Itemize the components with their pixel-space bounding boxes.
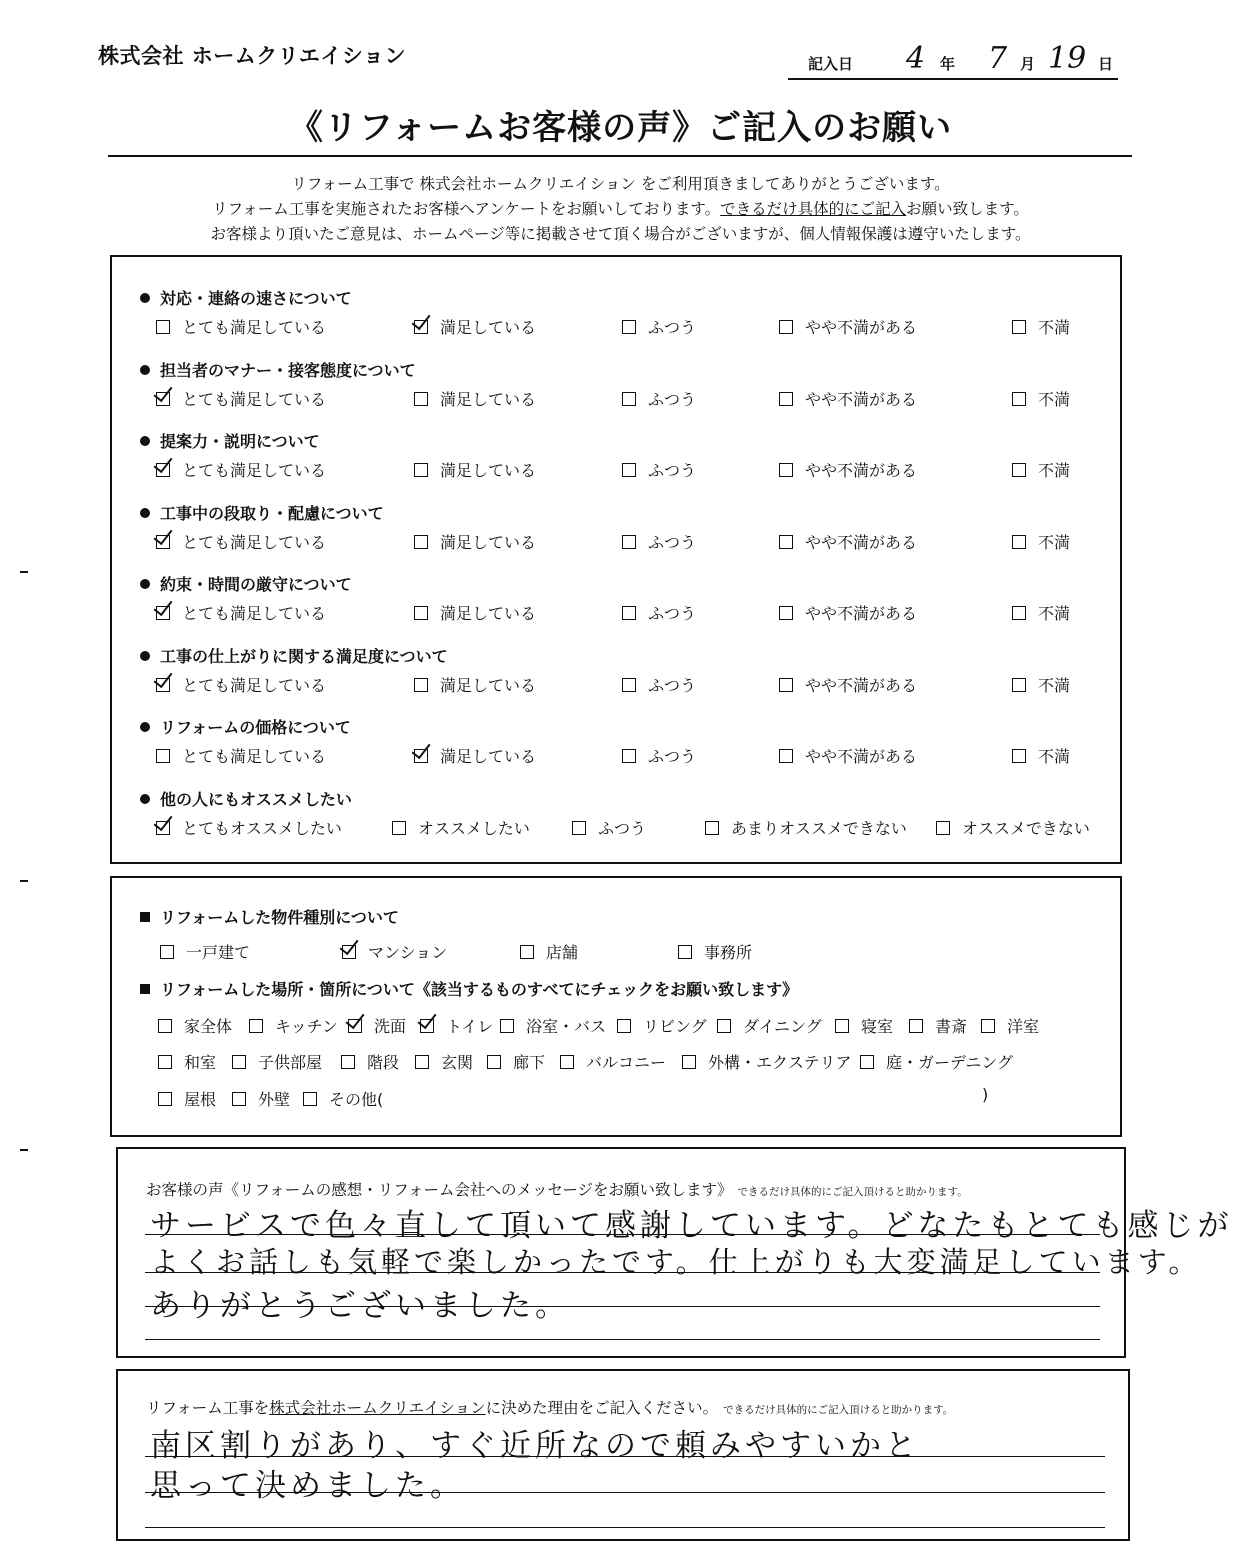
checkbox-icon[interactable] (909, 1019, 923, 1033)
survey-option[interactable] (414, 673, 536, 696)
checkbox-icon[interactable] (520, 945, 534, 959)
survey-option-label: 不満 (1038, 675, 1071, 695)
property-option-label: 事務所 (704, 943, 753, 962)
property-option-label: マンション (368, 943, 448, 962)
checkbox-icon[interactable] (414, 463, 428, 477)
checkbox-icon[interactable] (936, 821, 950, 835)
reason-label-text: リフォーム工事を (146, 1399, 270, 1417)
survey-option-label: やや不満がある (805, 747, 918, 766)
date-month: 7 (988, 41, 1008, 76)
survey-option[interactable] (1012, 458, 1070, 481)
checkbox-icon[interactable] (617, 1019, 631, 1033)
place-option-label: 玄関 (441, 1053, 474, 1072)
checked-checkbox-icon[interactable] (156, 606, 170, 620)
survey-option[interactable] (414, 315, 536, 338)
checkbox-icon[interactable] (622, 320, 636, 334)
checkbox-icon[interactable] (414, 606, 428, 620)
survey-option-label: 不満 (1038, 747, 1071, 766)
date-day: 19 (1048, 41, 1087, 76)
checkbox-icon[interactable] (156, 320, 170, 334)
checkbox-icon[interactable] (622, 606, 636, 620)
place-option-label: 洋室 (1007, 1017, 1040, 1036)
reason-handwriting-line-2: 思って決めました。 (150, 1468, 465, 1504)
survey-option-label: とても満足している (182, 532, 327, 552)
voice-handwriting-line-2: よくお話しも気軽で楽しかったです。仕上がりも大変満足しています。 (150, 1245, 1202, 1279)
survey-option-label: ふつう (648, 675, 697, 695)
place-option-label: 寝室 (861, 1017, 894, 1036)
checkbox-icon[interactable] (1012, 392, 1026, 406)
place-option[interactable] (420, 1014, 493, 1037)
place-option-label: ダイニング (743, 1017, 822, 1036)
survey-question-text: 工事の仕上がりに関する満足度について (160, 646, 448, 666)
survey-option-label: やや不満がある (805, 461, 918, 480)
survey-option[interactable] (1012, 673, 1070, 696)
survey-question (140, 501, 384, 524)
survey-option-label: とても満足している (182, 675, 327, 695)
survey-option-label: やや不満がある (805, 318, 918, 337)
checkbox-icon[interactable] (232, 1055, 246, 1069)
checked-checkbox-icon[interactable] (420, 1019, 434, 1033)
survey-option[interactable] (1012, 315, 1070, 338)
survey-option[interactable] (622, 530, 696, 553)
survey-option[interactable] (1012, 601, 1070, 624)
survey-option-label: ふつう (648, 747, 697, 766)
checked-checkbox-icon[interactable] (414, 749, 428, 763)
survey-option-label: とてもオススメしたい (182, 818, 342, 838)
property-option-label: 一戸建て (186, 943, 251, 962)
survey-option[interactable] (622, 387, 696, 410)
voice-handwriting-line-1: サービスで色々直して頂いて感謝しています。どなたもとても感じが (150, 1208, 1233, 1244)
date-year: 4 (906, 41, 926, 76)
survey-option[interactable] (414, 530, 536, 553)
checkbox-icon[interactable] (414, 678, 428, 692)
checkbox-icon[interactable] (158, 1092, 172, 1106)
survey-option[interactable] (779, 744, 917, 767)
writing-line (145, 1234, 1100, 1235)
survey-question (140, 286, 352, 309)
survey-question-text: 工事中の段取り・配慮について (160, 503, 384, 523)
checkbox-icon[interactable] (622, 463, 636, 477)
place-option[interactable] (860, 1050, 1013, 1073)
survey-question (140, 572, 352, 595)
checkbox-icon[interactable] (1012, 678, 1026, 692)
checkbox-icon[interactable] (622, 678, 636, 692)
survey-option[interactable] (414, 458, 536, 481)
property-question-text: リフォームした物件種別について (160, 908, 399, 927)
checkbox-icon[interactable] (779, 320, 793, 334)
intro-line-2 (0, 197, 1241, 219)
checked-checkbox-icon[interactable] (414, 320, 428, 334)
survey-option-label: 満足している (440, 747, 537, 766)
place-option[interactable] (617, 1014, 707, 1037)
checkbox-icon[interactable] (232, 1092, 246, 1106)
survey-option-label: とても満足している (182, 604, 327, 623)
intro-line-3: お客様より頂いたご意見は、ホームページ等に掲載させて頂く場合がございますが、個人情報保護は遵守いたします。 (210, 225, 1031, 243)
survey-option[interactable] (156, 458, 326, 481)
place-option-label: その他( (329, 1090, 384, 1109)
property-option[interactable] (342, 940, 447, 963)
survey-section (110, 255, 1122, 864)
place-option[interactable] (500, 1014, 606, 1037)
survey-option[interactable] (392, 816, 530, 839)
writing-line (145, 1339, 1100, 1340)
intro-line-2-text: リフォーム工事を実施されたお客様へアンケートをお願いしております。 (212, 200, 721, 218)
survey-question-text: リフォームの価格について (160, 718, 351, 737)
place-option[interactable] (232, 1087, 290, 1110)
checkbox-icon[interactable] (1012, 463, 1026, 477)
entry-date (788, 40, 1118, 80)
place-option[interactable] (303, 1087, 383, 1110)
survey-option-label: ふつう (598, 818, 647, 838)
survey-option[interactable] (414, 601, 536, 624)
checkbox-icon[interactable] (779, 606, 793, 620)
checkbox-icon[interactable] (779, 463, 793, 477)
page-title: 《リフォームお客様の声》ご記入のお願い (288, 108, 953, 148)
place-option-label: 和室 (184, 1053, 217, 1072)
place-option-label: キッチン (275, 1017, 338, 1036)
place-option[interactable] (682, 1050, 852, 1073)
place-option-label: 浴室・バス (526, 1017, 607, 1036)
survey-option[interactable] (414, 387, 536, 410)
other-close-paren: ) (982, 1085, 989, 1104)
survey-option-label: 不満 (1038, 461, 1071, 480)
date-label: 記入日 (808, 55, 854, 73)
reason-label-end: に決めた理由をご記入ください。 (485, 1399, 719, 1417)
survey-question (140, 715, 351, 738)
place-option[interactable] (981, 1014, 1039, 1037)
survey-question (140, 358, 416, 381)
survey-option[interactable] (1012, 744, 1070, 767)
survey-option-label: ふつう (648, 318, 697, 337)
company-name: 株式会社 ホームクリエイション (98, 44, 406, 68)
writing-line (145, 1527, 1105, 1528)
survey-option-label: 不満 (1038, 604, 1071, 623)
writing-line (145, 1456, 1105, 1457)
checkbox-icon[interactable] (779, 392, 793, 406)
place-option-label: 子供部屋 (258, 1053, 323, 1072)
survey-option-label: 満足している (440, 461, 537, 480)
checkbox-icon[interactable] (415, 1055, 429, 1069)
survey-option-label: ふつう (648, 389, 697, 409)
survey-option[interactable] (156, 816, 342, 839)
intro-line-2-emphasis: できるだけ具体的にご記入 (720, 200, 907, 218)
survey-option-label: 不満 (1038, 318, 1071, 337)
place-option-label: 外壁 (258, 1090, 291, 1109)
survey-option-label: 満足している (440, 318, 537, 337)
survey-option[interactable] (572, 816, 646, 839)
checked-checkbox-icon[interactable] (348, 1019, 362, 1033)
place-option-label: リビング (643, 1017, 707, 1036)
date-year-unit: 年 (940, 55, 956, 73)
survey-option-label: オススメしたい (418, 818, 530, 838)
voice-handwriting-line-3: ありがとうございました。 (150, 1288, 570, 1324)
date-day-unit: 日 (1098, 55, 1114, 73)
checkbox-icon[interactable] (158, 1019, 172, 1033)
square-bullet-icon (140, 984, 150, 994)
survey-option-label: 不満 (1038, 532, 1071, 552)
place-option-label: 廊下 (513, 1053, 546, 1072)
checkbox-icon[interactable] (622, 535, 636, 549)
checkbox-icon[interactable] (622, 749, 636, 763)
place-option[interactable] (487, 1050, 545, 1073)
survey-option[interactable] (156, 315, 326, 338)
checkbox-icon[interactable] (1012, 749, 1026, 763)
intro-line-1: リフォーム工事で 株式会社ホームクリエイション をご利用頂きましてありがとうございます。 (291, 175, 950, 193)
survey-option[interactable] (156, 387, 326, 410)
writing-line (145, 1306, 1100, 1307)
place-option[interactable] (341, 1050, 399, 1073)
checked-checkbox-icon[interactable] (156, 463, 170, 477)
place-option[interactable] (415, 1050, 473, 1073)
survey-question-text: 約束・時間の厳守について (160, 575, 352, 594)
voice-note: できるだけ具体的にご記入頂けると助かります。 (737, 1186, 968, 1198)
survey-question (140, 429, 320, 452)
checkbox-icon[interactable] (1012, 535, 1026, 549)
checkbox-icon[interactable] (156, 749, 170, 763)
place-option-label: 屋根 (184, 1090, 217, 1109)
writing-line (145, 1492, 1105, 1493)
checkbox-icon[interactable] (414, 392, 428, 406)
survey-option-label: 満足している (440, 532, 537, 552)
checkbox-icon[interactable] (981, 1019, 995, 1033)
property-option[interactable] (520, 940, 578, 963)
margin-tick (20, 880, 28, 882)
checkbox-icon[interactable] (414, 535, 428, 549)
place-option[interactable] (717, 1014, 822, 1037)
checkbox-icon[interactable] (705, 821, 719, 835)
survey-option[interactable] (705, 816, 907, 839)
place-option[interactable] (348, 1014, 406, 1037)
survey-option[interactable] (779, 673, 917, 696)
survey-option[interactable] (1012, 387, 1070, 410)
square-bullet-icon (140, 912, 150, 922)
reason-label-company: 株式会社ホームクリエイション (269, 1399, 486, 1417)
place-option[interactable] (560, 1050, 666, 1073)
bullet-icon (140, 436, 150, 446)
checkbox-icon[interactable] (779, 749, 793, 763)
checkbox-icon[interactable] (779, 535, 793, 549)
place-option-label: 階段 (367, 1053, 400, 1072)
checkbox-icon[interactable] (1012, 606, 1026, 620)
place-option[interactable] (249, 1014, 338, 1037)
survey-option[interactable] (936, 816, 1090, 839)
intro-line-2-end: お願い致します。 (906, 200, 1029, 218)
survey-option-label: 不満 (1038, 389, 1071, 409)
survey-option[interactable] (1012, 530, 1070, 553)
checked-checkbox-icon[interactable] (156, 678, 170, 692)
checked-checkbox-icon[interactable] (156, 821, 170, 835)
checkbox-icon[interactable] (622, 392, 636, 406)
checked-checkbox-icon[interactable] (156, 392, 170, 406)
property-option-label: 店舗 (546, 943, 579, 962)
voice-label-text: お客様の声《リフォームの感想・リフォーム会社へのメッセージをお願い致します》 (146, 1181, 733, 1199)
checkbox-icon[interactable] (835, 1019, 849, 1033)
title-divider (108, 155, 1132, 157)
checkbox-icon[interactable] (1012, 320, 1026, 334)
survey-option[interactable] (622, 601, 696, 624)
survey-question-text: 他の人にもオススメしたい (160, 789, 352, 809)
survey-option-label: とても満足している (182, 461, 327, 480)
survey-option[interactable] (156, 530, 326, 553)
survey-option-label: ふつう (648, 461, 697, 480)
places-question-text: リフォームした場所・箇所について《該当するものすべてにチェックをお願い致します》 (160, 980, 799, 999)
checkbox-icon[interactable] (249, 1019, 263, 1033)
survey-option-label: やや不満がある (805, 389, 918, 409)
survey-option-label: とても満足している (182, 318, 327, 337)
checkbox-icon[interactable] (560, 1055, 574, 1069)
checked-checkbox-icon[interactable] (156, 535, 170, 549)
property-option[interactable] (160, 940, 250, 963)
bullet-icon (140, 508, 150, 518)
bullet-icon (140, 651, 150, 661)
place-option-label: 外構・エクステリア (708, 1053, 852, 1072)
checkbox-icon[interactable] (392, 821, 406, 835)
place-option-label: 家全体 (184, 1017, 233, 1036)
survey-option-label: やや不満がある (805, 675, 918, 695)
margin-tick (20, 571, 28, 573)
checkbox-icon[interactable] (303, 1092, 317, 1106)
checkbox-icon[interactable] (341, 1055, 355, 1069)
place-option[interactable] (909, 1014, 967, 1037)
survey-option-label: 満足している (440, 604, 537, 623)
bullet-icon (140, 794, 150, 804)
place-option[interactable] (158, 1087, 216, 1110)
survey-option-label: やや不満がある (805, 532, 918, 552)
place-option[interactable] (158, 1014, 232, 1037)
checkbox-icon[interactable] (779, 678, 793, 692)
survey-question-text: 担当者のマナー・接客態度について (160, 360, 416, 380)
survey-question (140, 644, 448, 667)
survey-option-label: ふつう (648, 604, 697, 623)
survey-option-label: とても満足している (182, 747, 327, 766)
survey-option[interactable] (622, 315, 696, 338)
survey-option[interactable] (779, 458, 917, 481)
voice-label (146, 1178, 968, 1200)
places-question (140, 977, 798, 1000)
bullet-icon (140, 365, 150, 375)
survey-option[interactable] (779, 315, 917, 338)
survey-option-label: あまりオススメできない (731, 818, 907, 838)
survey-option[interactable] (156, 601, 326, 624)
checkbox-icon[interactable] (500, 1019, 514, 1033)
survey-option[interactable] (622, 744, 696, 767)
survey-option-label: 満足している (440, 389, 537, 409)
bullet-icon (140, 722, 150, 732)
checkbox-icon[interactable] (572, 821, 586, 835)
property-option[interactable] (678, 940, 752, 963)
writing-line (145, 1272, 1100, 1273)
survey-option-label: 満足している (440, 675, 537, 695)
place-option-label: トイレ (446, 1017, 494, 1036)
survey-option[interactable] (779, 387, 917, 410)
checkbox-icon[interactable] (717, 1019, 731, 1033)
checkbox-icon[interactable] (678, 945, 692, 959)
survey-option[interactable] (622, 673, 696, 696)
reason-label (146, 1396, 953, 1418)
survey-option-label: やや不満がある (805, 604, 918, 623)
survey-question-text: 対応・連絡の速さについて (160, 289, 352, 308)
survey-question-text: 提案力・説明について (160, 432, 320, 451)
checked-checkbox-icon[interactable] (342, 945, 356, 959)
checkbox-icon[interactable] (487, 1055, 501, 1069)
survey-option-label: ふつう (648, 532, 697, 552)
place-option-label: 庭・ガーデニング (886, 1053, 1014, 1072)
reason-handwriting-line-1: 南区割りがあり、すぐ近所なので頼みやすいかと (150, 1428, 920, 1464)
place-option-label: 書斎 (935, 1017, 968, 1036)
checkbox-icon[interactable] (160, 945, 174, 959)
place-option[interactable] (835, 1014, 893, 1037)
place-option-label: 洗面 (374, 1017, 407, 1036)
survey-option[interactable] (414, 744, 536, 767)
survey-option[interactable] (622, 458, 696, 481)
place-option[interactable] (232, 1050, 322, 1073)
survey-option-label: とても満足している (182, 389, 327, 409)
reason-note: できるだけ具体的にご記入頂けると助かります。 (723, 1404, 954, 1416)
bullet-icon (140, 579, 150, 589)
property-question (140, 905, 399, 928)
survey-question (140, 787, 352, 810)
place-option-label: バルコニー (586, 1053, 667, 1072)
survey-option[interactable] (779, 601, 917, 624)
survey-option[interactable] (156, 673, 326, 696)
place-option[interactable] (158, 1050, 216, 1073)
survey-option-label: オススメできない (962, 818, 1090, 838)
bullet-icon (140, 293, 150, 303)
margin-tick (20, 1149, 28, 1151)
checkbox-icon[interactable] (860, 1055, 874, 1069)
checkbox-icon[interactable] (682, 1055, 696, 1069)
checkbox-icon[interactable] (158, 1055, 172, 1069)
date-month-unit: 月 (1020, 55, 1036, 73)
survey-option[interactable] (156, 744, 326, 767)
survey-option[interactable] (779, 530, 917, 553)
